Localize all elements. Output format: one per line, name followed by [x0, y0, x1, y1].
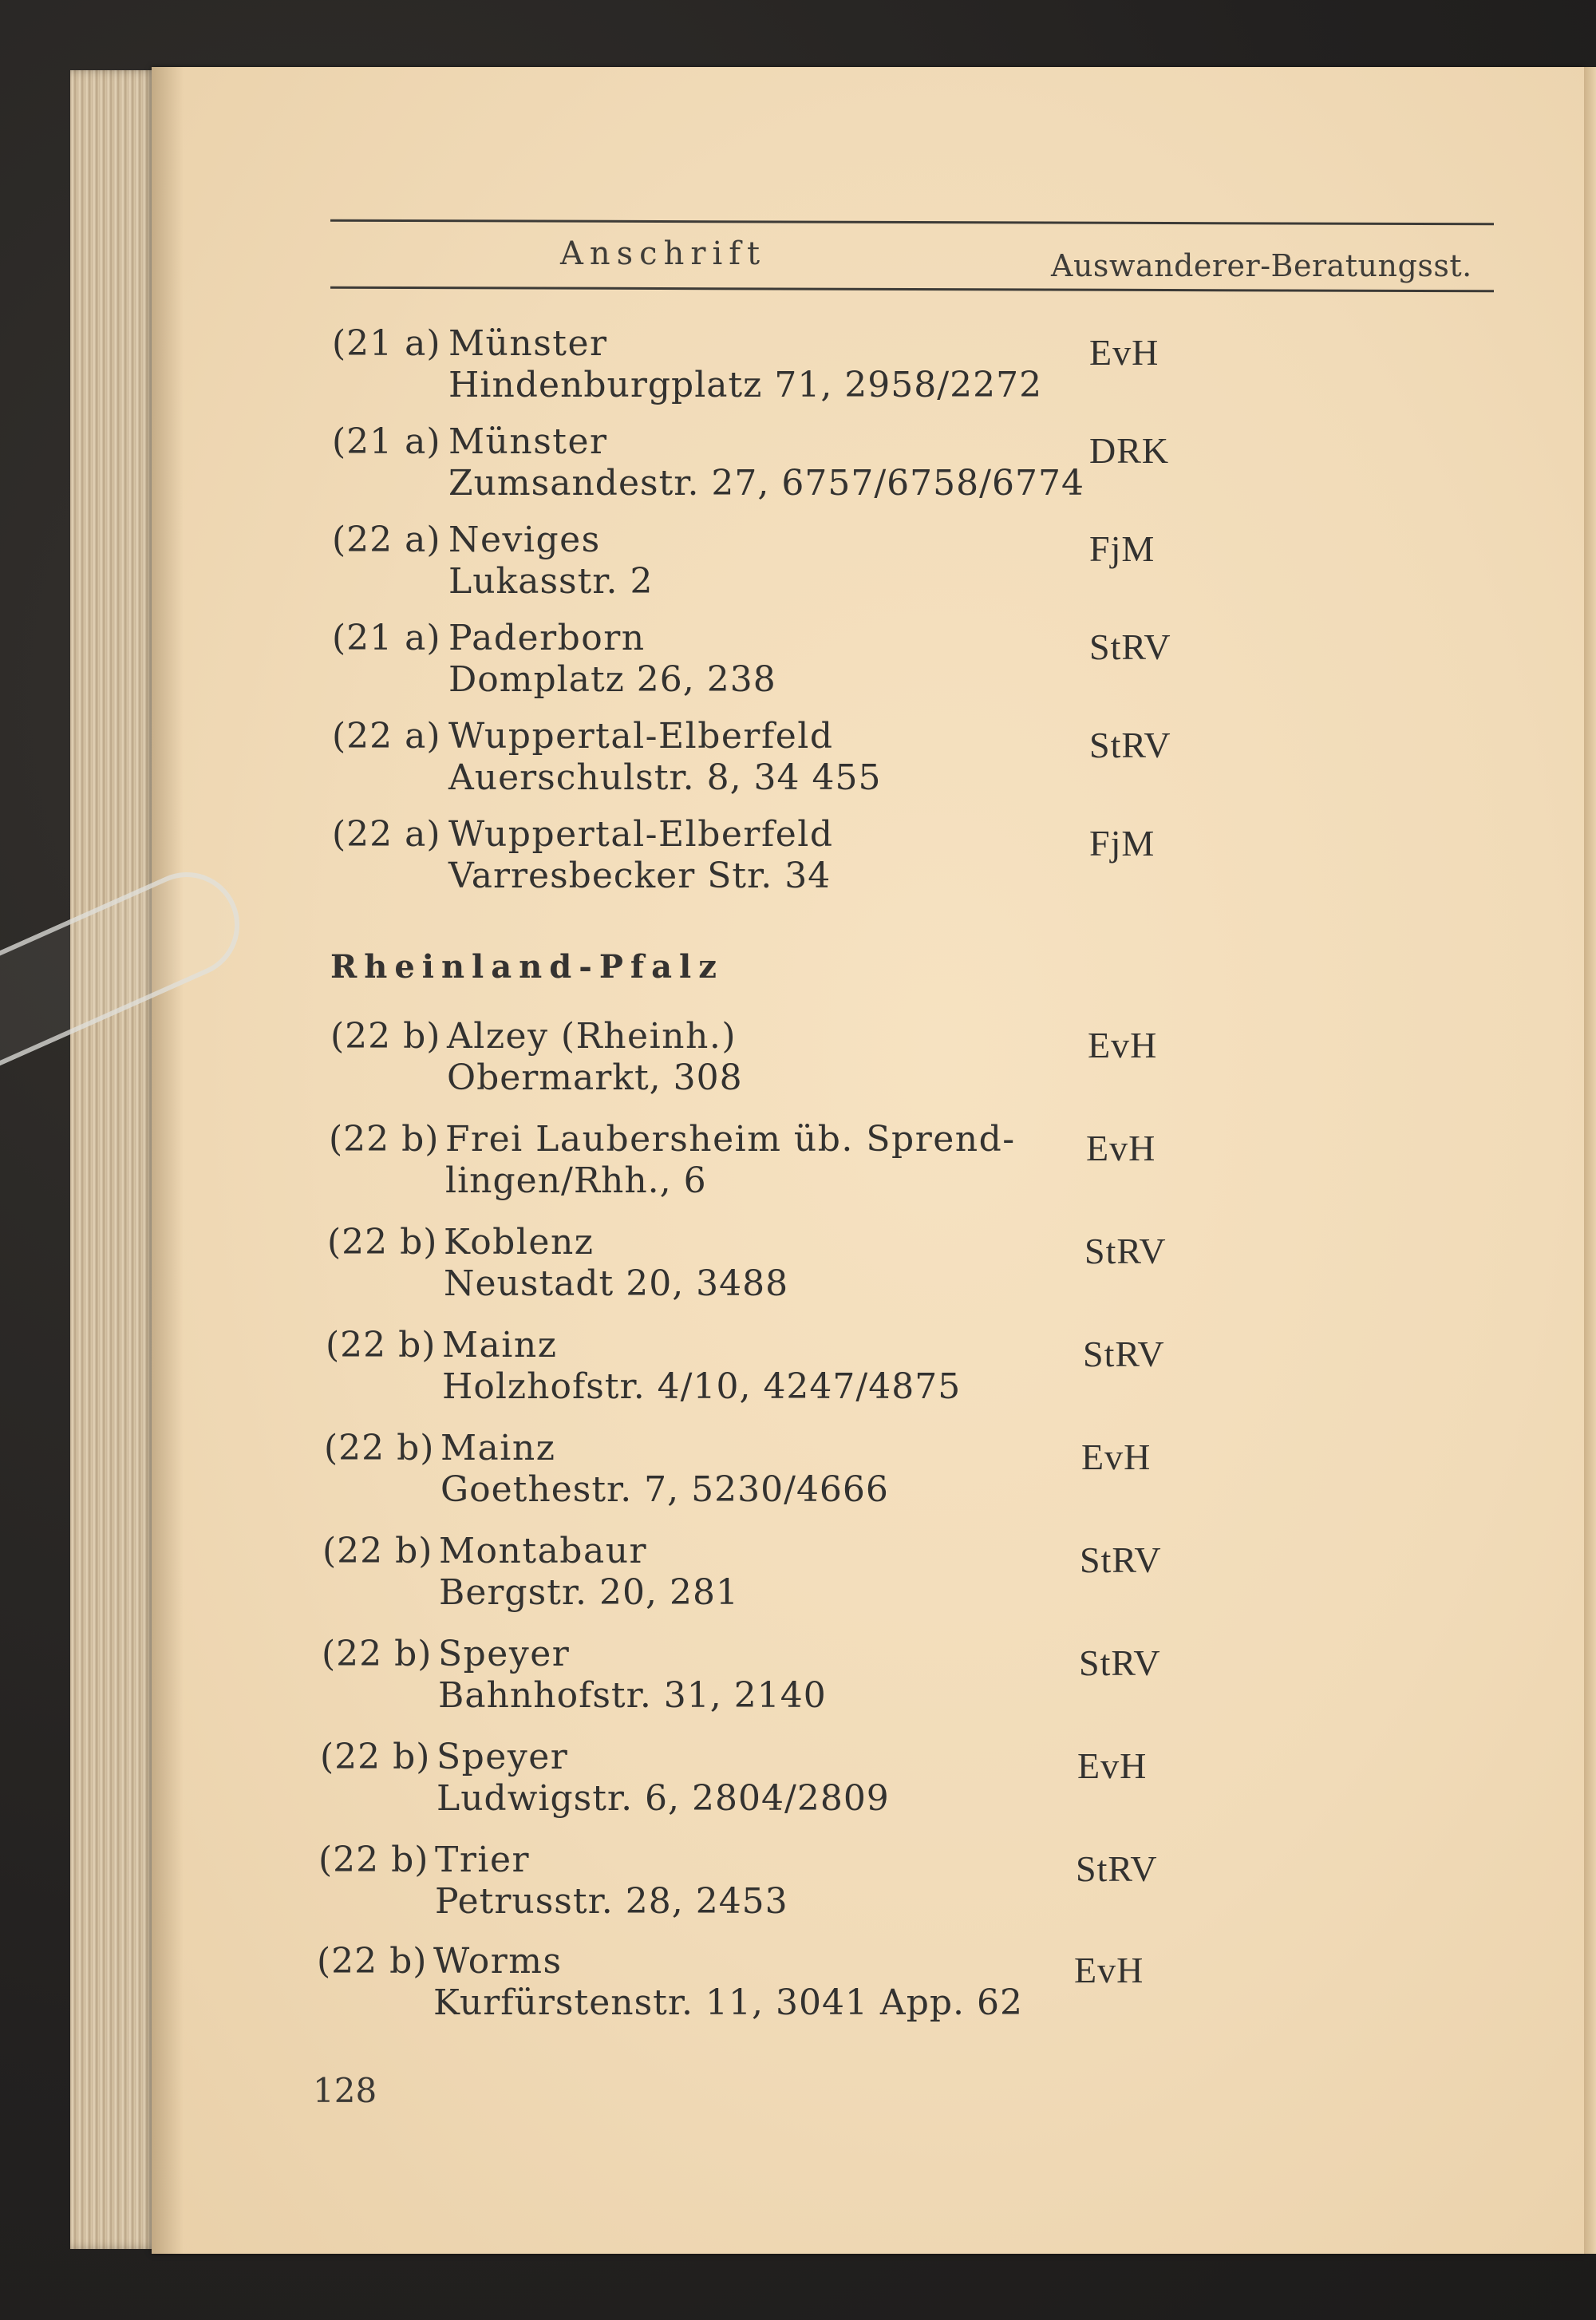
city-name: Wuppertal-Elberfeld: [448, 814, 834, 855]
region-code: (22 b): [326, 1325, 437, 1366]
region-code: (22 b): [317, 1941, 428, 1982]
region-code: (22 a): [332, 716, 441, 757]
street-address: Holzhofstr. 4/10, 4247/4875: [442, 1366, 962, 1407]
counsel-org: EvH: [1088, 1025, 1158, 1065]
region-code: (22 b): [320, 1737, 431, 1777]
street-address: Ludwigstr. 6, 2804/2809: [437, 1778, 890, 1819]
counsel-org: StRV: [1084, 1231, 1167, 1271]
street-address: Varresbecker Str. 34: [448, 856, 832, 896]
region-code: (22 b): [322, 1634, 433, 1674]
street-address: Auerschulstr. 8, 34 455: [448, 757, 882, 798]
city-name: Speyer: [437, 1737, 569, 1777]
region-code: (22 b): [322, 1531, 433, 1571]
counsel-org: EvH: [1077, 1745, 1148, 1786]
city-name: Wuppertal-Elberfeld: [448, 716, 834, 757]
city-name: Münster: [448, 323, 608, 364]
city-name: Mainz: [440, 1428, 556, 1468]
region-code: (21 a): [332, 421, 441, 462]
region-code: (21 a): [332, 618, 441, 658]
city-name: Alzey (Rheinh.): [447, 1016, 737, 1057]
street-address: Lukasstr. 2: [448, 561, 654, 602]
city-name: Paderborn: [448, 618, 646, 658]
counsel-org: EvH: [1081, 1437, 1152, 1477]
column-header-address: Anschrift: [560, 235, 767, 272]
street-address: Goethestr. 7, 5230/4666: [440, 1469, 889, 1510]
street-address: Obermarkt, 308: [447, 1057, 743, 1098]
street-address: Neustadt 20, 3488: [444, 1263, 789, 1304]
counsel-org: EvH: [1089, 332, 1159, 373]
counsel-org: FjM: [1089, 823, 1156, 864]
street-address: Petrusstr. 28, 2453: [435, 1881, 788, 1922]
street-address: Hindenburgplatz 71, 2958/2272: [448, 365, 1043, 405]
region-code: (22 a): [332, 520, 441, 560]
region-code: (22 b): [330, 1016, 441, 1057]
street-address: Bergstr. 20, 281: [439, 1572, 739, 1613]
city-name: Worms: [433, 1941, 563, 1982]
street-address: Kurfürstenstr. 11, 3041 App. 62: [433, 1982, 1023, 2023]
region-code: (22 b): [324, 1428, 435, 1468]
page-stack-edges: [70, 70, 158, 2249]
counsel-org: StRV: [1089, 626, 1171, 667]
region-code: (21 a): [332, 323, 441, 364]
counsel-org: StRV: [1079, 1642, 1161, 1683]
street-address: Zumsandestr. 27, 6757/6758/6774: [448, 463, 1084, 504]
city-name: Mainz: [442, 1325, 558, 1366]
region-code: (22 b): [329, 1119, 440, 1160]
street-address: lingen/Rhh., 6: [445, 1160, 707, 1201]
city-name: Münster: [448, 421, 608, 462]
counsel-org: StRV: [1083, 1334, 1165, 1374]
street-address: Bahnhofstr. 31, 2140: [438, 1675, 827, 1716]
city-name: Speyer: [438, 1634, 571, 1674]
city-name: Koblenz: [444, 1222, 595, 1263]
city-name: Neviges: [448, 520, 601, 560]
region-code: (22 b): [318, 1840, 429, 1880]
counsel-org: FjM: [1089, 528, 1156, 569]
section-title: Rheinland-Pfalz: [330, 948, 724, 986]
region-code: (22 b): [327, 1222, 438, 1263]
city-name: Montabaur: [439, 1531, 648, 1571]
street-address: Domplatz 26, 238: [448, 659, 776, 700]
counsel-org: StRV: [1089, 725, 1171, 765]
region-code: (22 a): [332, 814, 441, 855]
facing-page-edge: [1584, 67, 1596, 2254]
counsel-org: StRV: [1076, 1848, 1158, 1889]
spine-shadow: [152, 67, 184, 2254]
counsel-org: DRK: [1089, 430, 1170, 471]
city-name: Frei Laubersheim üb. Sprend-: [445, 1119, 1016, 1160]
counsel-org: StRV: [1080, 1539, 1162, 1580]
column-header-counsel: Auswanderer-Beratungsst.: [1051, 248, 1472, 283]
page-number: 128: [313, 2071, 377, 2110]
counsel-org: EvH: [1086, 1128, 1156, 1168]
city-name: Trier: [435, 1840, 531, 1880]
counsel-org: EvH: [1074, 1950, 1144, 1990]
